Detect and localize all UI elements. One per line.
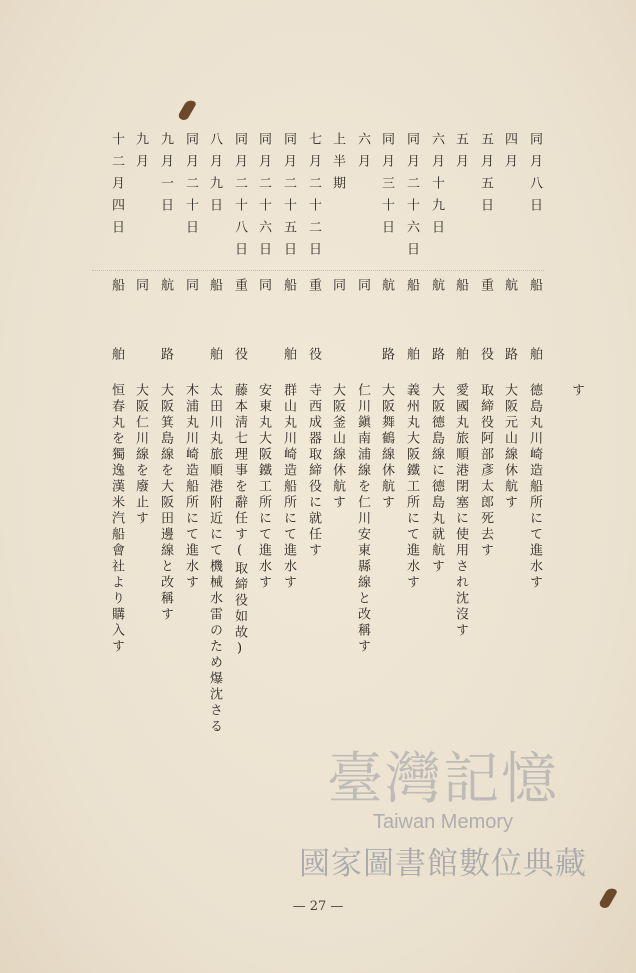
leading-fragment: す [569,383,584,399]
entry-category: 船舶 [453,278,468,416]
entry-category: 航路 [429,278,444,416]
entry-category: 重役 [232,278,247,416]
entry-category: 同 [355,278,370,347]
entry-category: 同 [256,278,271,347]
entry-date: 同月二十五日 [281,132,296,264]
entry-category: 同 [133,278,148,347]
entry-date: 同月二十八日 [232,132,247,264]
entry-text: 木浦丸川崎造船所にて進水す [183,383,198,591]
watermark [278,735,608,883]
entry-category: 重役 [306,278,321,416]
entry-date: 上半期 [330,132,345,198]
entry-category: 航路 [502,278,517,416]
entry-date: 同月八日 [527,132,542,220]
entry-text: 藤本淸七理事を辭任す(取締役如故) [232,383,247,659]
entry-category: 同 [330,278,345,347]
entry-category: 航路 [379,278,394,416]
entry-text: 仁川鎭南浦線を仁川安東縣線と改稱す [355,383,370,655]
entry-date: 十二月四日 [109,132,124,242]
entry-text: 取締役阿部彥太郎死去す [478,383,493,559]
entry-category: 船舶 [281,278,296,416]
entry-date: 七月二十二日 [306,132,321,264]
entry-date: 同月二十日 [183,132,198,242]
entry-category: 船舶 [404,278,419,416]
entry-date: 八月九日 [207,132,222,220]
entry-category: 船舶 [207,278,222,416]
entry-text: 安東丸大阪鐵工所にて進水す [256,383,271,591]
entry-text: 恒春丸を獨逸漢米汽船會社より購入す [109,383,124,655]
staple-mark [177,98,197,122]
entry-text: 大阪釜山線休航す [330,383,345,511]
page-number: — 27 — [292,899,344,914]
entry-category: 船舶 [109,278,124,416]
separator [92,270,544,271]
entry-date: 四月 [502,132,517,176]
entry-text: 愛國丸旅順港閉塞に使用され沈沒す [453,383,468,639]
entry-category: 航路 [158,278,173,416]
entry-text: 太田川丸旅順港附近にて機械水雷のため爆沈さる [207,383,222,735]
entry-text: 大阪德島線に德島丸就航す [429,383,444,575]
entry-date: 同月三十日 [379,132,394,242]
entry-date: 六月十九日 [429,132,444,242]
entry-date: 五月 [453,132,468,176]
entry-category: 船舶 [527,278,542,416]
entry-date: 六月 [355,132,370,176]
entry-text: 寺西成器取締役に就任す [306,383,321,559]
entry-text: 大阪元山線休航す [502,383,517,511]
entry-date: 五月五日 [478,132,493,220]
watermark-organization: 國家圖書館數位典藏 [299,846,587,882]
entry-date: 同月二十六日 [256,132,271,264]
entry-text: 大阪仁川線を廢止す [133,383,148,527]
entry-text: 大阪箕島線を大阪田邊線と改稱す [158,383,173,623]
entry-date: 同月二十六日 [404,132,419,264]
watermark-title: 臺灣記憶 [327,747,559,812]
entry-text: 義州丸大阪鐵工所にて進水す [404,383,419,591]
entry-text: 大阪舞鶴線休航す [379,383,394,511]
entry-category: 重役 [478,278,493,416]
entry-text: 德島丸川崎造船所にて進水す [527,383,542,591]
entry-category: 同 [183,278,198,347]
entry-date: 九月 [133,132,148,176]
entry-date: 九月一日 [158,132,173,220]
watermark-subtitle: Taiwan Memory [372,811,514,833]
entry-text: 群山丸川崎造船所にて進水す [281,383,296,591]
